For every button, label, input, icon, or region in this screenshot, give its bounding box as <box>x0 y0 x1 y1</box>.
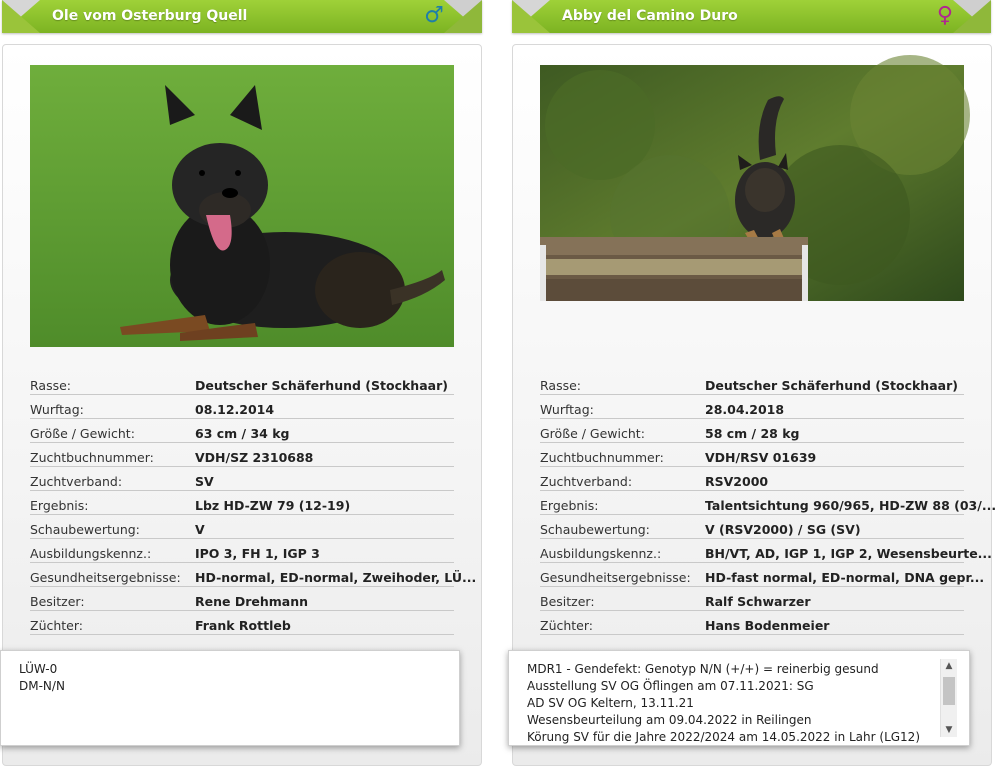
table-row <box>540 515 964 539</box>
field-label: Wurftag: <box>540 395 705 419</box>
dog-photo-image <box>30 65 454 347</box>
table-row <box>30 587 454 611</box>
field-value: VDH/RSV 01639 <box>705 443 964 467</box>
scroll-up-icon[interactable]: ▲ <box>945 661 953 671</box>
table-row <box>540 419 964 443</box>
field-value: HD-normal, ED-normal, Zweihoder, LÜ... <box>195 563 454 587</box>
note-line: MDR1 - Gendefekt: Genotyp N/N (+/+) = reinerbig gesund <box>527 662 879 676</box>
field-value: Frank Rottleb <box>195 611 454 635</box>
table-row <box>30 395 454 419</box>
table-row <box>30 563 454 587</box>
dog-photo[interactable] <box>540 65 964 301</box>
dog-photo-image <box>540 65 964 301</box>
field-label: Gesundheitsergebnisse: <box>30 563 195 587</box>
dog-name: Abby del Camino Duro <box>562 8 738 24</box>
scroll-thumb[interactable] <box>943 677 955 705</box>
field-label: Züchter: <box>540 611 705 635</box>
field-label: Gesundheitsergebnisse: <box>540 563 705 587</box>
dog-info-table <box>540 371 996 635</box>
field-label: Zuchtbuchnummer: <box>30 443 195 467</box>
note-line: Körung SV für die Jahre 2022/2024 am 14.05.2022 in Lahr (LG12) <box>527 730 920 744</box>
table-row <box>30 515 454 539</box>
field-label: Rasse: <box>30 371 195 395</box>
field-label: Größe / Gewicht: <box>30 419 195 443</box>
field-value: Deutscher Schäferhund (Stockhaar) <box>195 371 454 395</box>
male-icon: ♂ <box>424 3 444 28</box>
note-line: Wesensbeurteilung am 09.04.2022 in Reilingen <box>527 713 812 727</box>
field-label: Züchter: <box>30 611 195 635</box>
dog-photo[interactable] <box>30 65 454 347</box>
field-label: Größe / Gewicht: <box>540 419 705 443</box>
field-value: 58 cm / 28 kg <box>705 419 964 443</box>
field-label: Ergebnis: <box>540 491 705 515</box>
table-row <box>540 443 964 467</box>
field-value: RSV2000 <box>705 467 964 491</box>
table-row <box>30 419 454 443</box>
ribbon-fold-left-shade <box>2 0 40 33</box>
note-line: DM-N/N <box>19 679 65 693</box>
table-row <box>540 539 964 563</box>
dog-header-2 <box>512 0 991 33</box>
field-value: Lbz HD-ZW 79 (12-19) <box>195 491 454 515</box>
scroll-down-icon[interactable]: ▼ <box>945 725 953 735</box>
table-row <box>540 467 964 491</box>
table-row <box>30 467 454 491</box>
table-row <box>540 491 964 515</box>
note-line: LÜW-0 <box>19 662 58 676</box>
note-line: Ausstellung SV OG Öflingen am 07.11.2021: SG <box>527 679 814 693</box>
field-label: Zuchtverband: <box>30 467 195 491</box>
field-label: Besitzer: <box>30 587 195 611</box>
table-row <box>30 371 454 395</box>
field-label: Wurftag: <box>30 395 195 419</box>
field-value: BH/VT, AD, IGP 1, IGP 2, Wesensbeurte... <box>705 539 964 563</box>
field-label: Ausbildungskennz.: <box>540 539 705 563</box>
field-value: IPO 3, FH 1, IGP 3 <box>195 539 454 563</box>
field-value: V <box>195 515 454 539</box>
field-value: Deutscher Schäferhund (Stockhaar) <box>705 371 964 395</box>
field-value: V (RSV2000) / SG (SV) <box>705 515 964 539</box>
field-value: SV <box>195 467 454 491</box>
field-value: 28.04.2018 <box>705 395 964 419</box>
table-row <box>540 563 964 587</box>
field-label: Schaubewertung: <box>30 515 195 539</box>
notes-scrollbar[interactable] <box>940 659 957 737</box>
field-value: HD-fast normal, ED-normal, DNA gepr... <box>705 563 964 587</box>
field-value: Talentsichtung 960/965, HD-ZW 88 (03/... <box>705 491 964 515</box>
field-label: Ausbildungskennz.: <box>30 539 195 563</box>
field-label: Zuchtverband: <box>540 467 705 491</box>
field-label: Zuchtbuchnummer: <box>540 443 705 467</box>
table-row <box>30 443 454 467</box>
field-label: Ergebnis: <box>30 491 195 515</box>
dog-notes-box-1[interactable] <box>0 650 460 746</box>
dog-notes-box-2[interactable] <box>508 650 970 746</box>
field-value: 08.12.2014 <box>195 395 454 419</box>
dog-info-table <box>30 371 477 635</box>
ribbon-fold-right-shade <box>444 0 482 33</box>
dog-name: Ole vom Osterburg Quell <box>52 8 248 24</box>
female-icon: ♀ <box>936 3 953 28</box>
field-label: Rasse: <box>540 371 705 395</box>
table-row <box>30 491 454 515</box>
note-line: AD SV OG Keltern, 13.11.21 <box>527 696 694 710</box>
field-value: Rene Drehmann <box>195 587 454 611</box>
table-row <box>30 611 454 635</box>
dog-header-1 <box>2 0 482 33</box>
table-row <box>540 371 964 395</box>
field-value: Ralf Schwarzer <box>705 587 964 611</box>
field-value: VDH/SZ 2310688 <box>195 443 454 467</box>
ribbon-fold-right-shade <box>953 0 991 33</box>
table-row <box>540 395 964 419</box>
table-row <box>540 611 964 635</box>
ribbon-fold-left-shade <box>512 0 550 33</box>
field-value: 63 cm / 34 kg <box>195 419 454 443</box>
field-value: Hans Bodenmeier <box>705 611 964 635</box>
table-row <box>540 587 964 611</box>
table-row <box>30 539 454 563</box>
field-label: Schaubewertung: <box>540 515 705 539</box>
field-label: Besitzer: <box>540 587 705 611</box>
